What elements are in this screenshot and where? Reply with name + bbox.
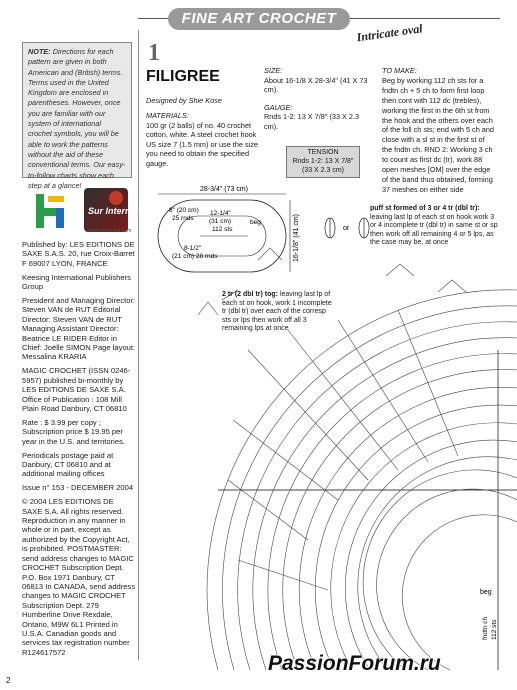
beg-chart-label: beg (480, 589, 492, 596)
publisher-logos (32, 188, 139, 234)
watermark: PassionForum.ru (268, 652, 441, 675)
puff-text: leaving last lp of each st on hook work 3 or 4 incomplete tr (dbl tr) in same st or sp then work off all remaining 4 or 5 lps, as the case may be, at once (370, 213, 498, 247)
width-label: 28-3/4" (73 cm) (200, 186, 249, 193)
pattern-tab-title: Intricate oval (355, 21, 424, 45)
section-header: FINE ART CROCHET (168, 8, 350, 30)
credit-block: Rate : $ 3.99 per copy ; Subscription price $ 19.95 per year in the U.S. and territories. (22, 417, 125, 446)
internet-badge-text: Sur Internet (88, 206, 139, 216)
puff-heading: puff st formed of 3 or 4 tr (dbl tr): (370, 205, 480, 212)
page-number: 2 (6, 676, 11, 685)
header-rule-left (138, 18, 168, 19)
instructions-heading: TO MAKE: (382, 66, 417, 75)
or-label: or (343, 225, 350, 232)
puff-stitch-legend (370, 205, 498, 248)
inner-a-rnds: 25 rnds (172, 215, 194, 222)
tension-box (286, 146, 360, 178)
materials-section (146, 111, 258, 169)
tension-heading: TENSION (307, 149, 339, 156)
beg-label: beg (250, 219, 261, 226)
pattern-number: 1 (148, 40, 160, 66)
two-tr-text: leaving last lp of each st on hook, work 1 incomplete tr (dbl tr) over each of the corresp sts or lps then work off all 3 remaining lps at once (222, 291, 332, 333)
gauge-text: Rnds 1-2: 13 X 7/8" (33 X 2.3 cm). (264, 112, 360, 131)
two-tr-heading: 2 tr (2 dbl tr) tog: (222, 291, 278, 298)
credit-block: President and Managing Director: Steven VAN de RUT Editorial Director: Steven VAN de RUT Managing Assistant Director: Beatrice LE RIDER Editor in Chief: Joëlle SIMON Page layout: Messalina KRARIA (22, 296, 136, 362)
instructions-section (382, 66, 494, 195)
credit-block: Published by: LES EDITIONS DE SAXE S.A.S. 20, rue Croix-Barret F 69007 LYON, FRANCE (22, 240, 135, 268)
inner-d-rnds: (21 cm) 28 rnds (172, 253, 218, 260)
internet-logo-icon (84, 188, 139, 232)
size-gauge-section (264, 66, 374, 132)
credit-block: MAGIC CROCHET (ISSN 0246-5957) published bi-monthly by LES EDITIONS DE SAXE S.A. Office of Publication : 108 Mill Plain Road Danbury, CT 06810 (22, 366, 131, 413)
designer-credit: Designed by Shie Kose (146, 96, 222, 105)
size-text: About 16-1/8 X 28-3/4" (41 X 73 cm). (264, 75, 368, 95)
header-rule-right (350, 18, 500, 19)
credit-block: © 2004 LES EDITIONS DE SAXE S.A. All rights reserved. Reproduction in any manner in whole or in part, except as authorized by the Copyright Act, is prohibited. POSTMASTER: send address changes to MAGIC CROCHET Subscription Dept. P.O. Box 1971 Danbury, CT 06813 In CANADA, send address changes to MAGIC CROCHET Subscription Dept. 279 Humberline Drive Rexdale, Ontario, M9W 6L1 Printed in U.S.A. Canadian goods and services tax registration number R124617572 (22, 497, 136, 657)
credit-block: Keesing International Publishers Group (22, 272, 131, 292)
inner-b-label: 12-1/4" (210, 210, 231, 217)
inner-a-label: 8" (20 cm) (169, 207, 199, 214)
inner-c-label: 112 sts (212, 226, 233, 233)
height-label: 16-1/8" (41 cm) (293, 213, 300, 262)
sts-label: 112 sts (491, 619, 498, 640)
note-label: NOTE: (28, 47, 51, 56)
internet-url: www.mcrochet.com (88, 228, 132, 234)
publisher-credits (22, 240, 136, 662)
materials-text: 100 gr (2 balls) of no. 40 crochet cotton, white. A steel crochet hook US size 7 (1.5 mm) or use the size you need to obtain the specified gauge. (146, 120, 258, 168)
oval-schematic (158, 186, 300, 272)
tension-line: (33 X 2.3 cm) (301, 166, 344, 174)
inner-b-cm: (31 cm) (209, 218, 232, 225)
two-tr-tog-legend (222, 291, 332, 334)
credit-block: Periodicals postage paid at Danbury, CT 06810 and at additional mailing offices (22, 450, 114, 479)
instructions-text: Beg by working 112 ch sts for a fndtn ch + 5 ch to form first loop then cont with 112 dc (trebles), working the first in the 6th st from the hook and the others over each of the foll ch sts; end with 5 ch and close with a sl st in the first st of the fndtn ch. RND 2: Working 3 ch to count as first dc (tr), work 88 open meshes [OM] over the edge of the band thus obtained, forming 37 meshes on either side (382, 75, 494, 194)
pattern-title: FILIGREE (146, 68, 220, 85)
credit-block: Issue n° 153 - DECEMBER 2004 (22, 483, 134, 493)
note-box (22, 42, 132, 190)
size-heading: SIZE: (264, 66, 283, 75)
gauge-heading: GAUGE: (264, 102, 293, 112)
fndtn-label: fndtn ch (482, 616, 489, 640)
tension-line: Rnds 1-2: 13 X 7/8" (292, 157, 354, 165)
pattern-chart (138, 180, 517, 670)
publisher-h-logo-icon (32, 192, 70, 230)
inner-d-label: 8-1/2" (184, 245, 202, 252)
note-text: Directions for each pattern are given in both American and (British) terms. Terms used in the United Kingdom are enclosed in parentheses. However, once you are familiar with our system of international crochet symbols, you will be able to work the patterns without the aid of these conventional terms. Our easy-to-follow charts show each step at a glance! (28, 47, 126, 190)
materials-heading: MATERIALS: (146, 111, 189, 120)
